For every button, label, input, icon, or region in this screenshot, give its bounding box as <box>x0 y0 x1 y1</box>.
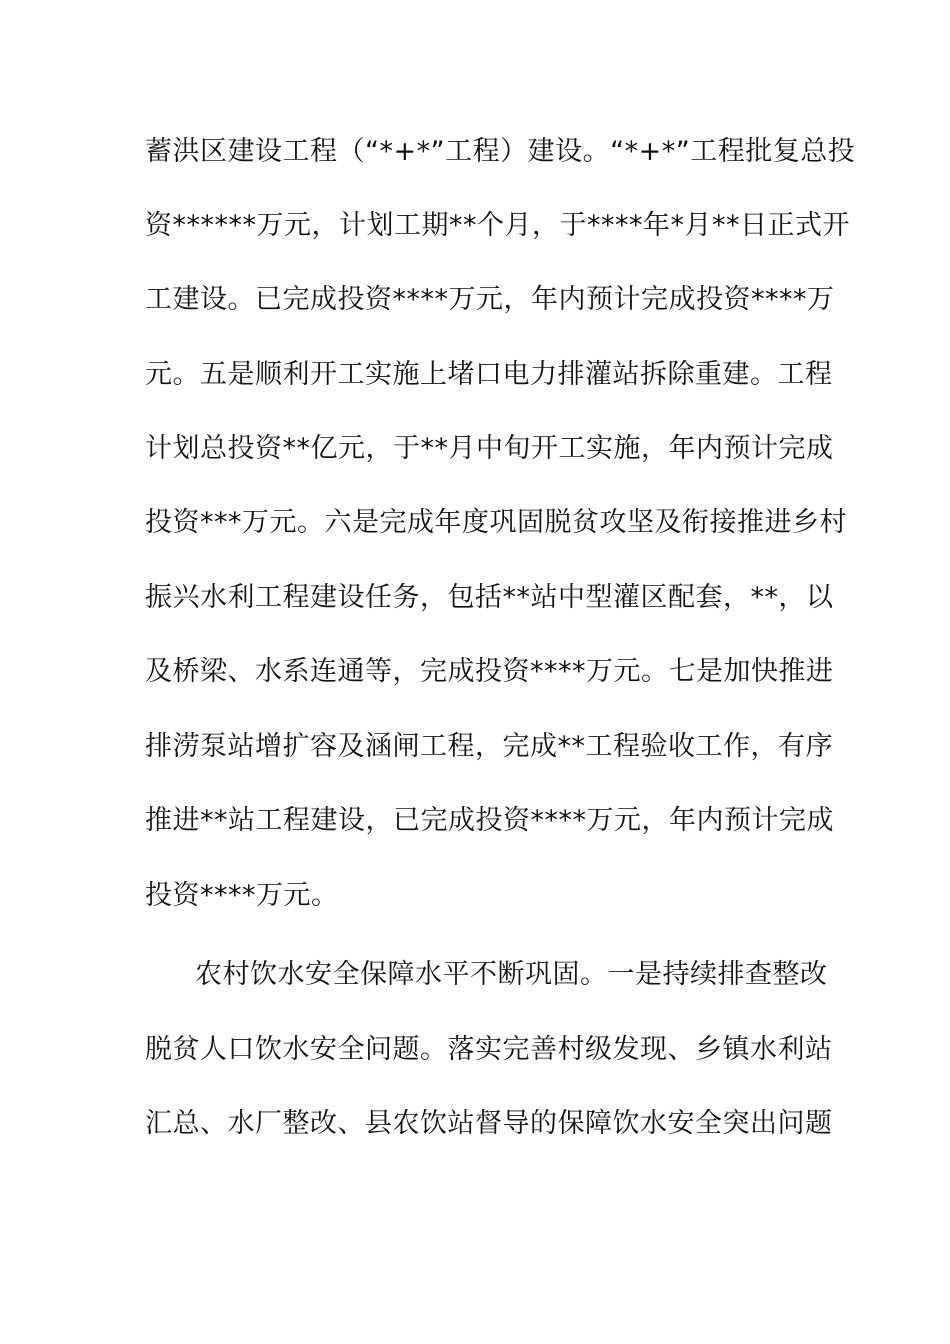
paragraph-1-line-11: 投资****万元。 <box>145 880 339 911</box>
paragraph-1-line-6: 投资***万元。六是完成年度巩固脱贫攻坚及衔接推进乡村 <box>145 507 847 538</box>
paragraph-1-line-1: 蓄洪区建设工程（“*+*”工程）建设。“*+*”工程批复总投 <box>145 136 856 167</box>
paragraph-1-line-5: 计划总投资**亿元，于**月中旬开工实施，年内预计完成 <box>145 433 834 464</box>
paragraph-1-line-8: 及桥梁、水系连通等，完成投资****万元。七是加快推进 <box>145 656 834 687</box>
paragraph-1-line-7: 振兴水利工程建设任务，包括**站中型灌区配套，**，以 <box>145 582 834 613</box>
paragraph-2-line-3: 汇总、水厂整改、县农饮站督导的保障饮水安全突出问题 <box>145 1108 833 1139</box>
paragraph-2-line-1: 农村饮水安全保障水平不断巩固。一是持续排查整改 <box>195 959 828 990</box>
paragraph-1-line-2: 资******万元，计划工期**个月，于****年*月**日正式开 <box>145 210 850 241</box>
paragraph-1-line-4: 元。五是顺利开工实施上堵口电力排灌站拆除重建。工程 <box>145 359 833 390</box>
paragraph-2-line-2: 脱贫人口饮水安全问题。落实完善村级发现、乡镇水利站 <box>145 1034 833 1065</box>
paragraph-1-line-10: 推进**站工程建设，已完成投资****万元，年内预计完成 <box>145 805 834 836</box>
paragraph-1-line-3: 工建设。已完成投资****万元，年内预计完成投资****万 <box>145 284 835 315</box>
paragraph-1-line-9: 排涝泵站增扩容及涵闸工程，完成**工程验收工作，有序 <box>145 731 833 762</box>
